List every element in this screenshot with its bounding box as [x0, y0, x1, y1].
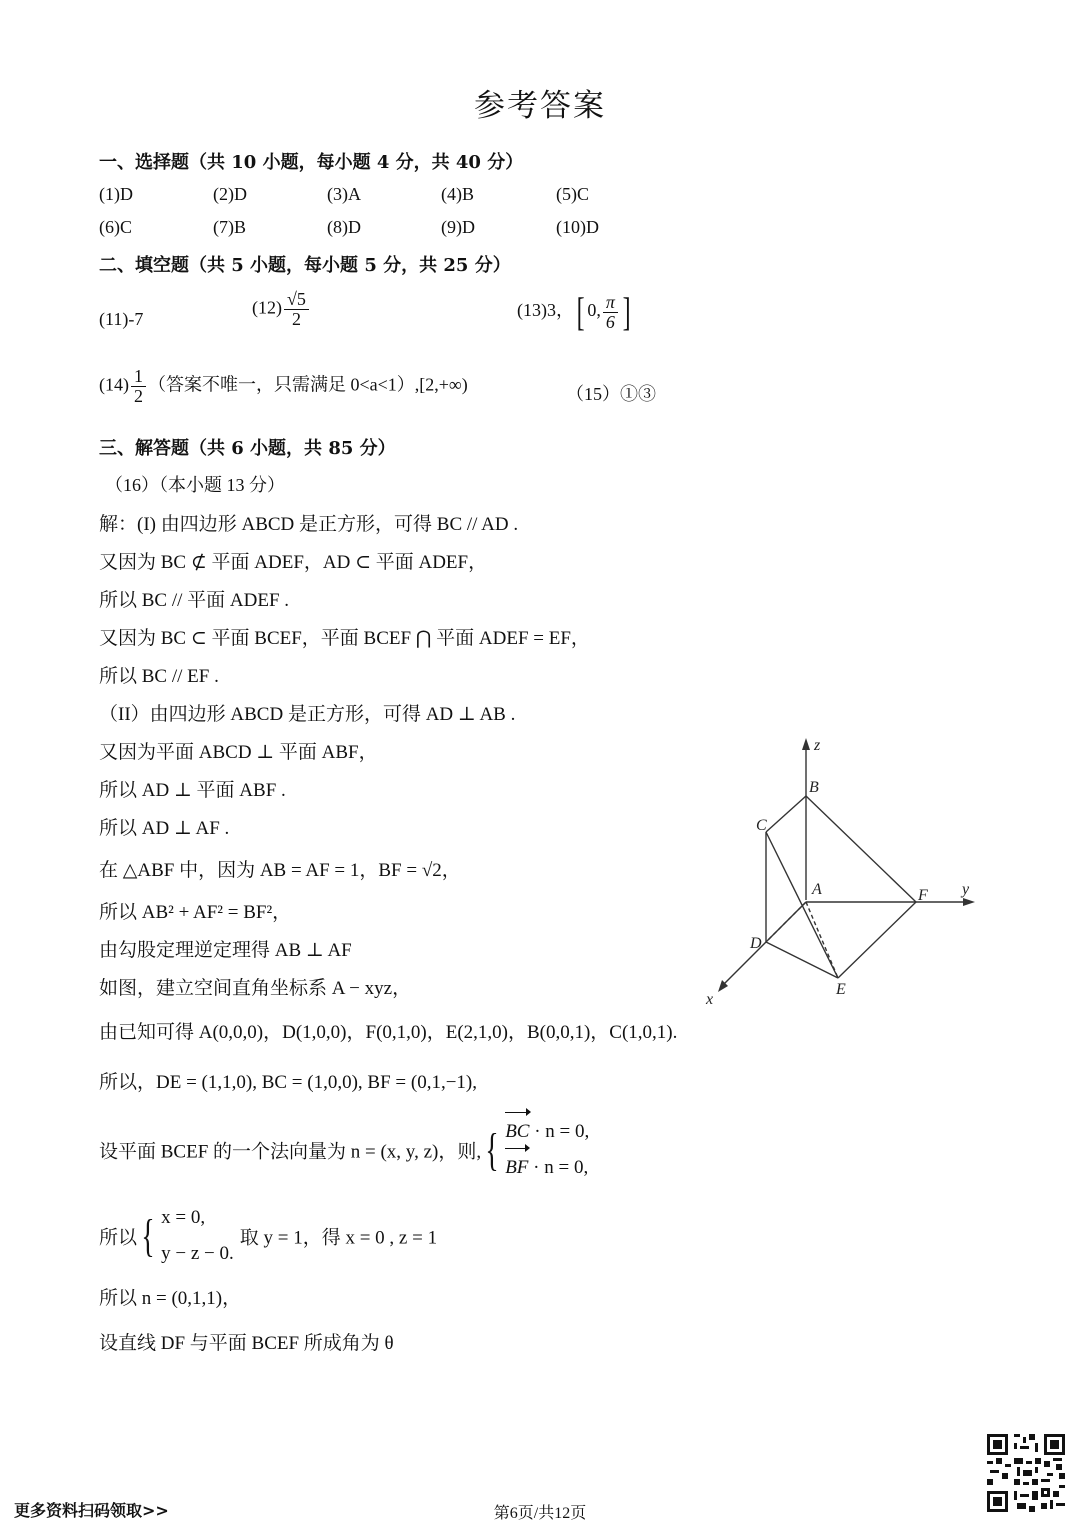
solution-line: 所以 AB² + AF² = BF²， — [99, 902, 292, 923]
page-title: 参考答案 — [474, 88, 606, 124]
left-bracket: [ — [576, 289, 585, 334]
answer-7: (7)B — [213, 217, 246, 237]
page-number: 第6页/共12页 — [493, 1505, 587, 1522]
answer-10: (10)D — [556, 217, 599, 237]
edge-ef — [838, 902, 916, 978]
solution-line: 由勾股定理逆定理得 AB ⊥ AF — [99, 940, 352, 961]
answer-4: (4)B — [441, 184, 474, 204]
vector-bc: BC — [505, 1114, 529, 1150]
answer-12-label: (12) — [252, 297, 282, 318]
y-axis-arrow — [963, 898, 975, 906]
coordinate-figure — [700, 730, 990, 1010]
solution-line: 解：(I) 由四边形 ABCD 是正方形，可得 BC // AD . — [99, 514, 519, 535]
solution-line: 由已知可得 A(0,0,0)，D(1,0,0)，F(0,1,0)，E(2,1,0)，B(0,0,1)，C(1,0,1). — [99, 1022, 678, 1043]
section-choice-heading: 一、选择题（共 10 小题，每小题 4 分，共 40 分） — [99, 152, 524, 173]
vector-bf: BF — [505, 1150, 528, 1186]
solution-line: 在 △ABF 中，因为 AB = AF = 1，BF = √2， — [99, 860, 461, 881]
solve-intro: 所以 — [99, 1227, 138, 1249]
solution-line: 所以 BC // 平面 ADEF . — [99, 590, 290, 611]
solution-line: 所以，DE = (1,1,0), BC = (1,0,0), BF = (0,1,−1), — [99, 1072, 477, 1093]
axis-label-x: x — [706, 991, 714, 1008]
edge-ce — [766, 832, 838, 978]
fraction-numerator: √5 — [284, 290, 309, 310]
normal-vector-block — [99, 1114, 589, 1186]
normal-result: 所以 n = (0,1,1)， — [99, 1288, 242, 1309]
answer-14-fraction — [131, 367, 146, 406]
fraction-denominator: 6 — [605, 311, 615, 332]
section-solution-heading: 三、解答题（共 6 小题，共 85 分） — [99, 438, 396, 459]
fraction-denominator: 2 — [291, 308, 301, 329]
answer-9: (9)D — [441, 217, 475, 237]
question-16-heading: （16）（本小题 13 分） — [105, 475, 285, 495]
point-label-e: E — [836, 981, 846, 998]
answer-14-label: (14) — [99, 374, 129, 395]
answer-13-label: (13)3， — [517, 300, 574, 321]
interval-left: 0, — [587, 300, 601, 321]
edge-bf — [806, 796, 916, 902]
section-fill-heading: 二、填空题（共 5 小题，每小题 5 分，共 25 分） — [99, 255, 511, 276]
answer-6: (6)C — [99, 217, 132, 237]
fraction-numerator: π — [603, 293, 618, 313]
equation-2: y − z − 0. — [161, 1243, 234, 1265]
footer-promo-text: 更多资料扫码领取>> — [14, 1501, 169, 1520]
solution-line: 所以 BC // EF . — [99, 666, 219, 687]
answer-5: (5)C — [556, 184, 589, 204]
answer-1: (1)D — [99, 184, 133, 204]
answer-13-fraction — [603, 293, 618, 332]
answer-15: （15）①③ — [566, 384, 656, 404]
answer-2: (2)D — [213, 184, 247, 204]
solve-result: 取 y = 1，得 x = 0 , z = 1 — [239, 1227, 438, 1249]
z-axis-arrow — [802, 738, 810, 750]
point-label-f: F — [918, 887, 928, 904]
answer-12-fraction — [284, 290, 309, 329]
right-bracket: ] — [622, 289, 631, 334]
point-label-a: A — [812, 881, 822, 898]
edge-bc — [766, 796, 806, 832]
equation-1: · n = 0, — [534, 1121, 590, 1142]
edge-ae — [806, 902, 838, 978]
fraction-denominator: 2 — [134, 385, 143, 406]
angle-line: 设直线 DF 与平面 BCEF 所成角为 θ — [99, 1333, 394, 1354]
solution-line: 又因为 BC ⊄ 平面 ADEF，AD ⊂ 平面 ADEF， — [99, 552, 488, 573]
point-label-b: B — [809, 779, 819, 796]
normal-vector-system — [505, 1114, 589, 1186]
left-brace: { — [141, 1210, 155, 1262]
axis-label-z: z — [814, 737, 821, 754]
solution-line: 又因为 BC ⊂ 平面 BCEF，平面 BCEF ⋂ 平面 ADEF = EF， — [99, 628, 590, 649]
solve-block — [99, 1200, 437, 1272]
axis-label-y: y — [962, 881, 970, 898]
answer-3: (3)A — [327, 184, 361, 204]
answer-11: (11)-7 — [99, 309, 144, 329]
solution-line: 所以 AD ⊥ 平面 ABF . — [99, 780, 286, 801]
solve-system — [161, 1200, 234, 1272]
equation-1: x = 0, — [161, 1207, 206, 1228]
solution-line: 如图，建立空间直角坐标系 A − xyz， — [99, 978, 412, 999]
answer-14 — [99, 367, 468, 406]
normal-vector-intro: 设平面 BCEF 的一个法向量为 n = (x, y, z)，则, — [99, 1141, 482, 1163]
fraction-numerator: 1 — [131, 367, 146, 387]
equation-2: · n = 0, — [533, 1157, 589, 1179]
point-label-d: D — [750, 935, 762, 952]
answer-14-text: （答案不唯一，只需满足 0<a<1）,[2,+∞) — [148, 374, 468, 395]
solution-line: （II）由四边形 ABCD 是正方形，可得 AD ⊥ AB . — [99, 704, 516, 725]
answer-13 — [517, 289, 633, 334]
point-label-c: C — [756, 817, 767, 834]
left-brace: { — [485, 1124, 499, 1176]
solution-line: 所以 AD ⊥ AF . — [99, 818, 230, 839]
answer-8: (8)D — [327, 217, 361, 237]
answer-12 — [252, 290, 311, 329]
edge-de — [766, 942, 838, 978]
solution-line: 又因为平面 ABCD ⊥ 平面 ABF， — [99, 742, 378, 763]
